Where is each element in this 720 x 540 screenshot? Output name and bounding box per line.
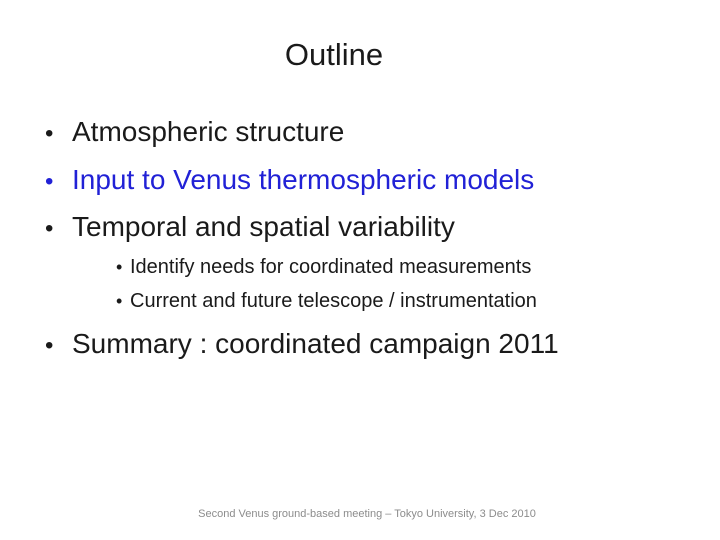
bullet-icon: • [116, 257, 123, 277]
bullet-icon: • [45, 215, 54, 242]
bullet-icon: • [116, 291, 123, 311]
bullet-item [0, 162, 720, 200]
bullet-item [0, 209, 720, 247]
sub-bullet-item-label: Current and future telescope / instrumentation [130, 290, 537, 312]
bullet-list [0, 114, 720, 364]
footer-note: Second Venus ground-based meeting – Tokyo University, 3 Dec 2010 [198, 508, 536, 520]
sub-bullet-item [0, 254, 720, 281]
bullet-icon: • [45, 332, 54, 359]
bullet-item [0, 326, 720, 364]
sub-bullet-item-label: Identify needs for coordinated measurements [130, 256, 532, 278]
bullet-item-label: Summary : coordinated campaign 2011 [72, 328, 559, 359]
bullet-item-label: Temporal and spatial variability [72, 211, 455, 242]
bullet-item-label: Atmospheric structure [72, 116, 345, 147]
sub-bullet-item [0, 288, 720, 315]
bullet-icon: • [45, 168, 54, 195]
bullet-item [0, 114, 720, 152]
bullet-item-label: Input to Venus thermospheric models [72, 164, 535, 195]
slide-title: Outline [284, 37, 384, 72]
bullet-icon: • [45, 120, 54, 147]
